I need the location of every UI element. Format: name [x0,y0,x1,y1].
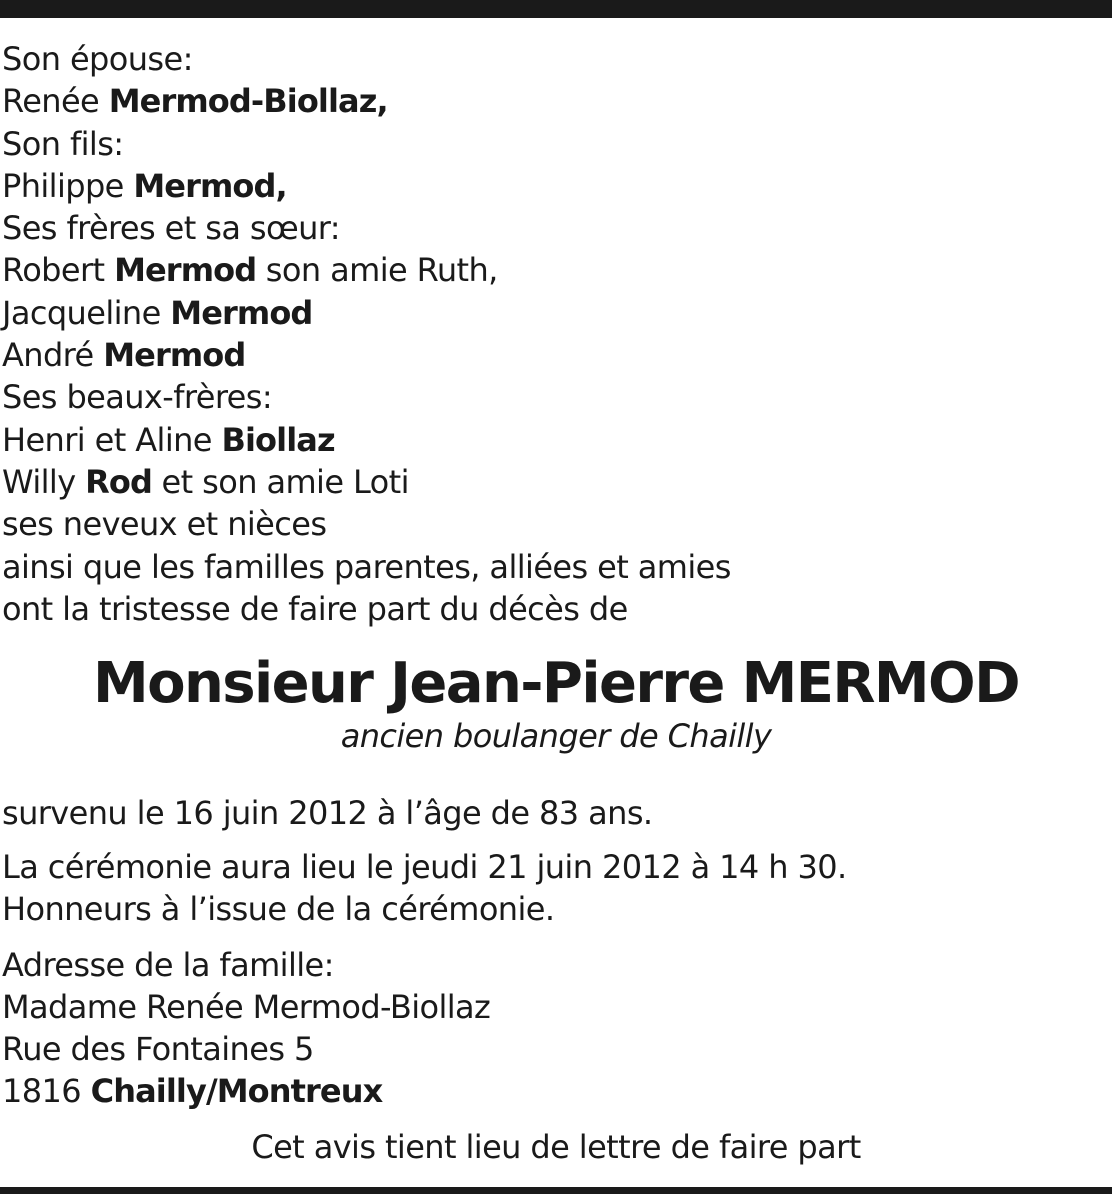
address-city-line [0,1070,1112,1112]
family-list [0,38,1112,630]
address-postcode: 1816 [2,1072,91,1111]
family-line: ainsi que les familles parentes, alliées et amies [2,547,731,586]
family-line: ses neveux et nièces [2,505,327,544]
bottom-border-rule [0,1187,1112,1194]
family-line: Willy Rod et son amie Loti [2,462,409,501]
address-street: Rue des Fontaines 5 [2,1030,314,1069]
deceased-occupation: ancien boulanger de Chailly [340,717,772,756]
address-heading: Adresse de la famille: [2,946,334,985]
family-line: Henri et Aline Biollaz [2,420,335,459]
address-name: Madame Renée Mermod-Biollaz [2,988,491,1027]
closing-note: Cet avis tient lieu de lettre de faire part [251,1128,861,1167]
top-border-rule [0,0,1112,18]
family-line: Philippe Mermod, [2,166,287,205]
family-line: André Mermod [2,336,246,375]
deceased-name: Monsieur Jean-Pierre MERMOD [93,651,1019,717]
family-line: Ses frères et sa sœur: [2,209,340,248]
family-line: Son fils: [2,124,124,163]
death-statement: survenu le 16 juin 2012 à l’âge de 83 ans. [2,794,653,833]
family-line: Son épouse: [2,40,193,78]
family-line: ont la tristesse de faire part du décès de [2,589,628,628]
ceremony-details [0,846,1112,930]
honours-note: Honneurs à l’issue de la cérémonie. [2,890,555,929]
obituary-notice [0,38,1112,1168]
family-address [0,944,1112,1112]
address-city: Chailly/Montreux [90,1072,383,1111]
family-line: Jacqueline Mermod [2,293,313,332]
ceremony-time: La cérémonie aura lieu le jeudi 21 juin 2012 à 14 h 30. [2,848,847,887]
family-line: Renée Mermod-Biollaz, [2,82,388,121]
family-line: Ses beaux-frères: [2,378,273,417]
family-line: Robert Mermod son amie Ruth, [2,251,498,290]
